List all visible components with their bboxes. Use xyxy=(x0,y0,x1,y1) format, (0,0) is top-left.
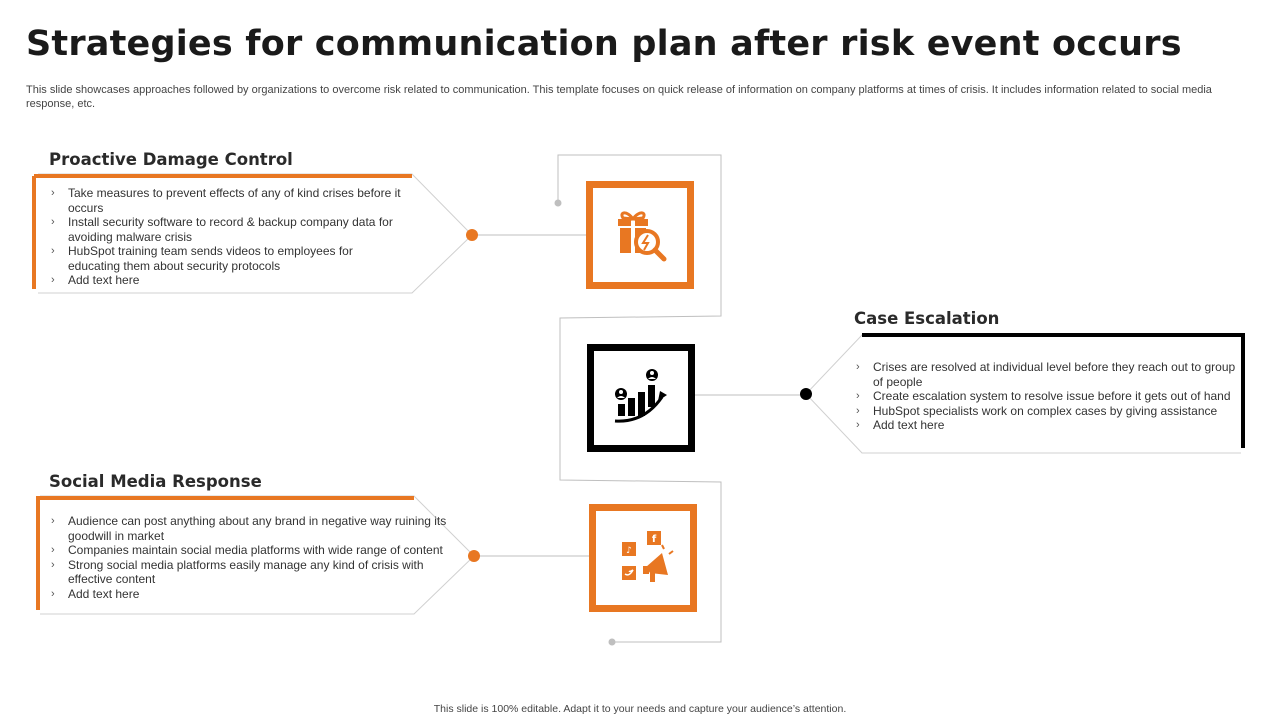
bullet-item: › Install security software to record & backup company data for avoiding malware crisis xyxy=(48,215,408,244)
slide-title: Strategies for communication plan after risk event occurs xyxy=(26,24,1182,64)
bullet-item: › HubSpot training team sends videos to employees for educating them about security protocols xyxy=(48,244,408,273)
bullet-list-social xyxy=(48,514,448,601)
section-heading-social: Social Media Response xyxy=(49,472,262,491)
bullet-item: › Take measures to prevent effects of any of kind crises before it occurs xyxy=(48,186,408,215)
social-media-megaphone-icon xyxy=(589,504,697,612)
slide-footer: This slide is 100% editable. Adapt it to your needs and capture your audience’s attention. xyxy=(433,703,847,715)
bullet-item: › Strong social media platforms easily manage any kind of crisis with effective content xyxy=(48,558,448,587)
bullet-item: › Add text here xyxy=(48,587,448,602)
bullet-list-proactive xyxy=(48,186,408,288)
svg-text:f: f xyxy=(651,534,657,545)
gift-search-icon xyxy=(586,181,694,289)
bullet-item: › Add text here xyxy=(48,273,408,288)
section-heading-proactive: Proactive Damage Control xyxy=(49,150,293,169)
card-proactive-dot xyxy=(466,229,478,241)
connector-start-dot xyxy=(555,200,562,207)
bullet-item: › HubSpot specialists work on complex cases by giving assistance xyxy=(853,404,1238,419)
bullet-item: › Audience can post anything about any brand in negative way ruining its goodwill in market xyxy=(48,514,448,543)
bullet-item: › Companies maintain social media platforms with wide range of content xyxy=(48,543,448,558)
card-escalation-dot xyxy=(800,388,812,400)
bullet-item: › Crises are resolved at individual level before they reach out to group of people xyxy=(853,360,1238,389)
growth-chart-users-icon xyxy=(587,344,695,452)
slide-subtitle: This slide showcases approaches followed by organizations to overcome risk related to communication. This template focuses on quick release of information on company platforms at times of crisis. It includes information related to social media response, etc. xyxy=(26,84,1212,110)
bullet-item: › Create escalation system to resolve issue before it gets out of hand xyxy=(853,389,1238,404)
section-heading-escalation: Case Escalation xyxy=(854,309,1000,328)
bullet-item: › Add text here xyxy=(853,418,1238,433)
connector-end-dot xyxy=(609,639,616,646)
bullet-list-escalation xyxy=(853,360,1238,433)
svg-text:♪: ♪ xyxy=(626,546,632,556)
card-social-dot xyxy=(468,550,480,562)
